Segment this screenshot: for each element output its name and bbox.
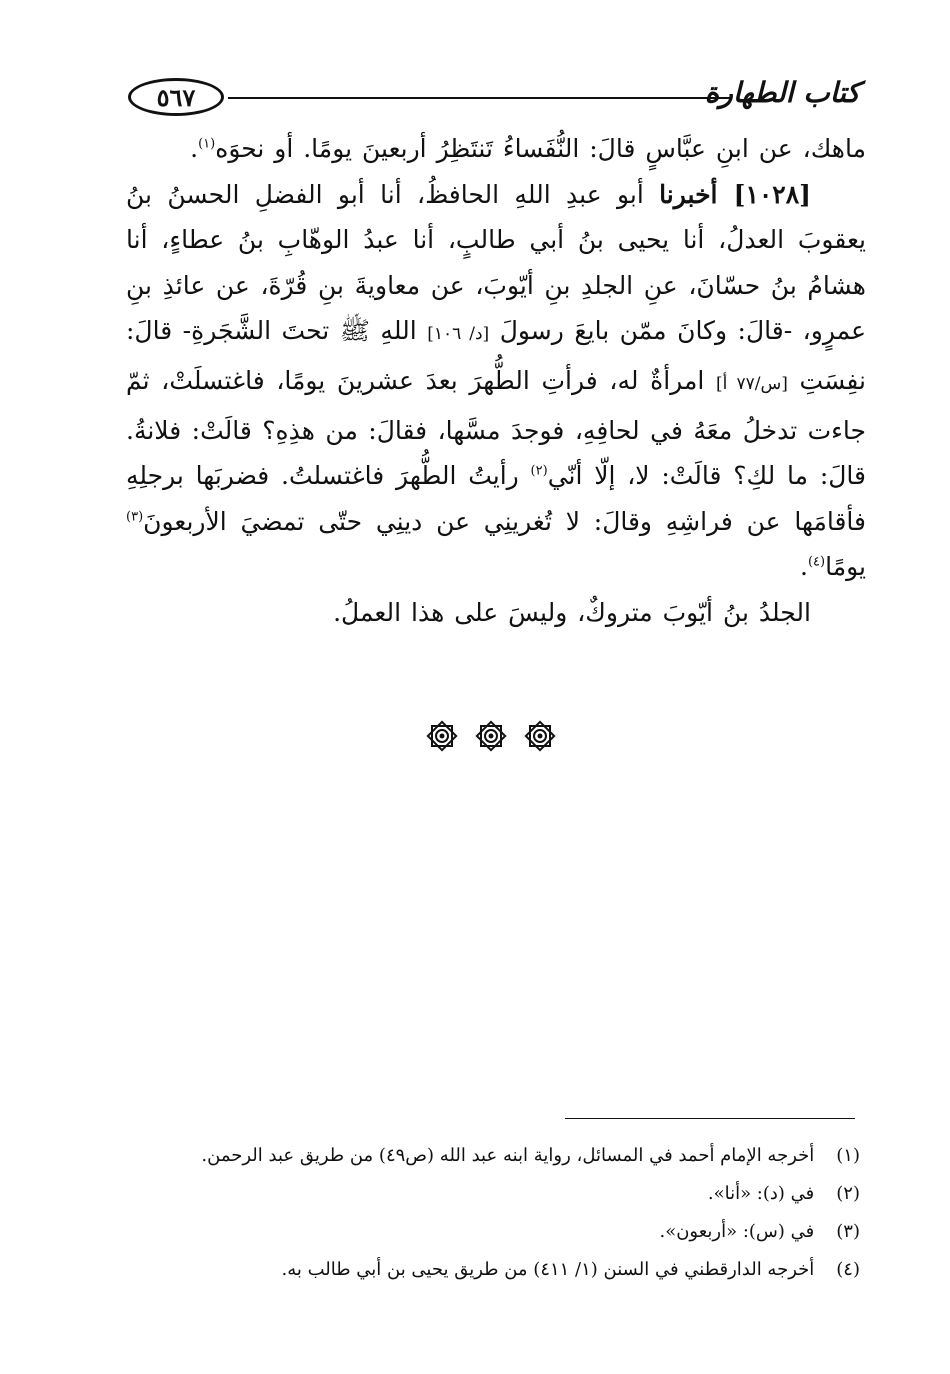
hadith-paragraph — [126, 172, 866, 590]
footnote-item — [100, 1137, 860, 1175]
footnote-separator — [565, 1118, 855, 1119]
footnote-ref-2: (٢) — [530, 463, 548, 479]
hadith-text-c: امرأةٌ له، فرأتِ الطُّهرَ بعدَ عشرينَ يومًا، فاغتسلَتْ، ثمّ جاءت تدخلُ معَهُ في لحافِهِ، فوجدَ مسَّها، فقالَ: من هذِهِ؟ قالَتْ: فلانةُ. قالَ: ما لكِ؟ قالَتْ: لا، إلّا أنّي — [126, 365, 866, 491]
text-paragraph-1 — [126, 126, 866, 172]
footnote-number: (٢) — [836, 1183, 860, 1204]
hadith-text-end: . — [800, 552, 808, 582]
footnote-ref-1: (١) — [198, 136, 216, 152]
main-text — [126, 126, 866, 636]
footnote-number: (٤) — [836, 1259, 860, 1280]
footnote-text: في (د): «أنا». — [707, 1183, 815, 1204]
manuscript-ref-s: [س/٧٧ أ] — [715, 373, 788, 394]
manuscript-ref-d: [د/ ١٠٦] — [427, 324, 490, 345]
ornament-icon — [475, 720, 507, 752]
footnote-item — [100, 1213, 860, 1251]
hadith-text-b: اللهِ ﷺ تحتَ الشَّجَرةِ- قالَ: نفِسَتِ — [126, 316, 866, 395]
footnotes — [100, 1137, 860, 1289]
section-ornaments — [426, 720, 556, 756]
ornament-icon — [524, 720, 556, 752]
footnote-ref-3: (٣) — [126, 509, 144, 525]
footnote-text: أخرجه الإمام أحمد في المسائل، رواية ابنه عبد الله (ص٤٩) من طريق عبد الرحمن. — [201, 1145, 815, 1166]
paragraph-1-end: . — [190, 134, 199, 163]
footnote-text: في (س): «أربعون». — [659, 1221, 815, 1242]
footnote-ref-4: (٤) — [807, 555, 826, 571]
ornament-icon — [426, 720, 458, 752]
footnote-item — [100, 1251, 860, 1289]
hadith-text-a: أبو عبدِ اللهِ الحافظُ، أنا أبو الفضلِ الحسنُ بنُ يعقوبَ العدلُ، أنا يحيى بنُ أبي طالبٍ، أنا عبدُ الوهّابِ بنُ عطاءٍ، أنا هشامُ بنُ حسّانَ، عنِ الجلدِ بنِ أيّوبَ، عن معاويةَ بنِ قُرّةَ، عن عائذِ بنِ عمرٍو، -قالَ: وكانَ ممّن بايعَ رسولَ — [126, 179, 866, 346]
page-number: ٥٦٧ — [156, 82, 196, 112]
page-number-badge — [128, 78, 224, 116]
page-header — [120, 70, 860, 124]
footnote-number: (١) — [836, 1145, 860, 1166]
footnote-item — [100, 1175, 860, 1213]
footnote-text: أخرجه الدارقطني في السنن (١/ ٤١١) من طريق يحيى بن أبي طالب به. — [281, 1259, 815, 1280]
paragraph-1-text: ماهك، عن ابنِ عبَّاسٍ قالَ: النُّفَساءُ تَنتَظِرُ أربعينَ يومًا. أو نحوَه — [215, 134, 866, 163]
hadith-number-lead: [١٠٢٨] أخبرنا — [659, 179, 811, 209]
footnote-number: (٣) — [836, 1221, 860, 1242]
header-rule — [228, 97, 730, 99]
hadith-text-d: رأيتُ الطُّهرَ فاغتسلتُ. فضربَها برجلِهِ فأقامَها عن فراشِهِ وقالَ: لا تُغرينِي عن دينِي حتّى تمضيَ الأربعونَ — [126, 461, 866, 536]
hadith-text-e: يومًا — [825, 552, 866, 582]
text-paragraph-3: الجلدُ بنُ أيّوبَ متروكٌ، وليسَ على هذا العملُ. — [333, 597, 811, 627]
book-title: كتاب الطهارة — [704, 76, 860, 109]
